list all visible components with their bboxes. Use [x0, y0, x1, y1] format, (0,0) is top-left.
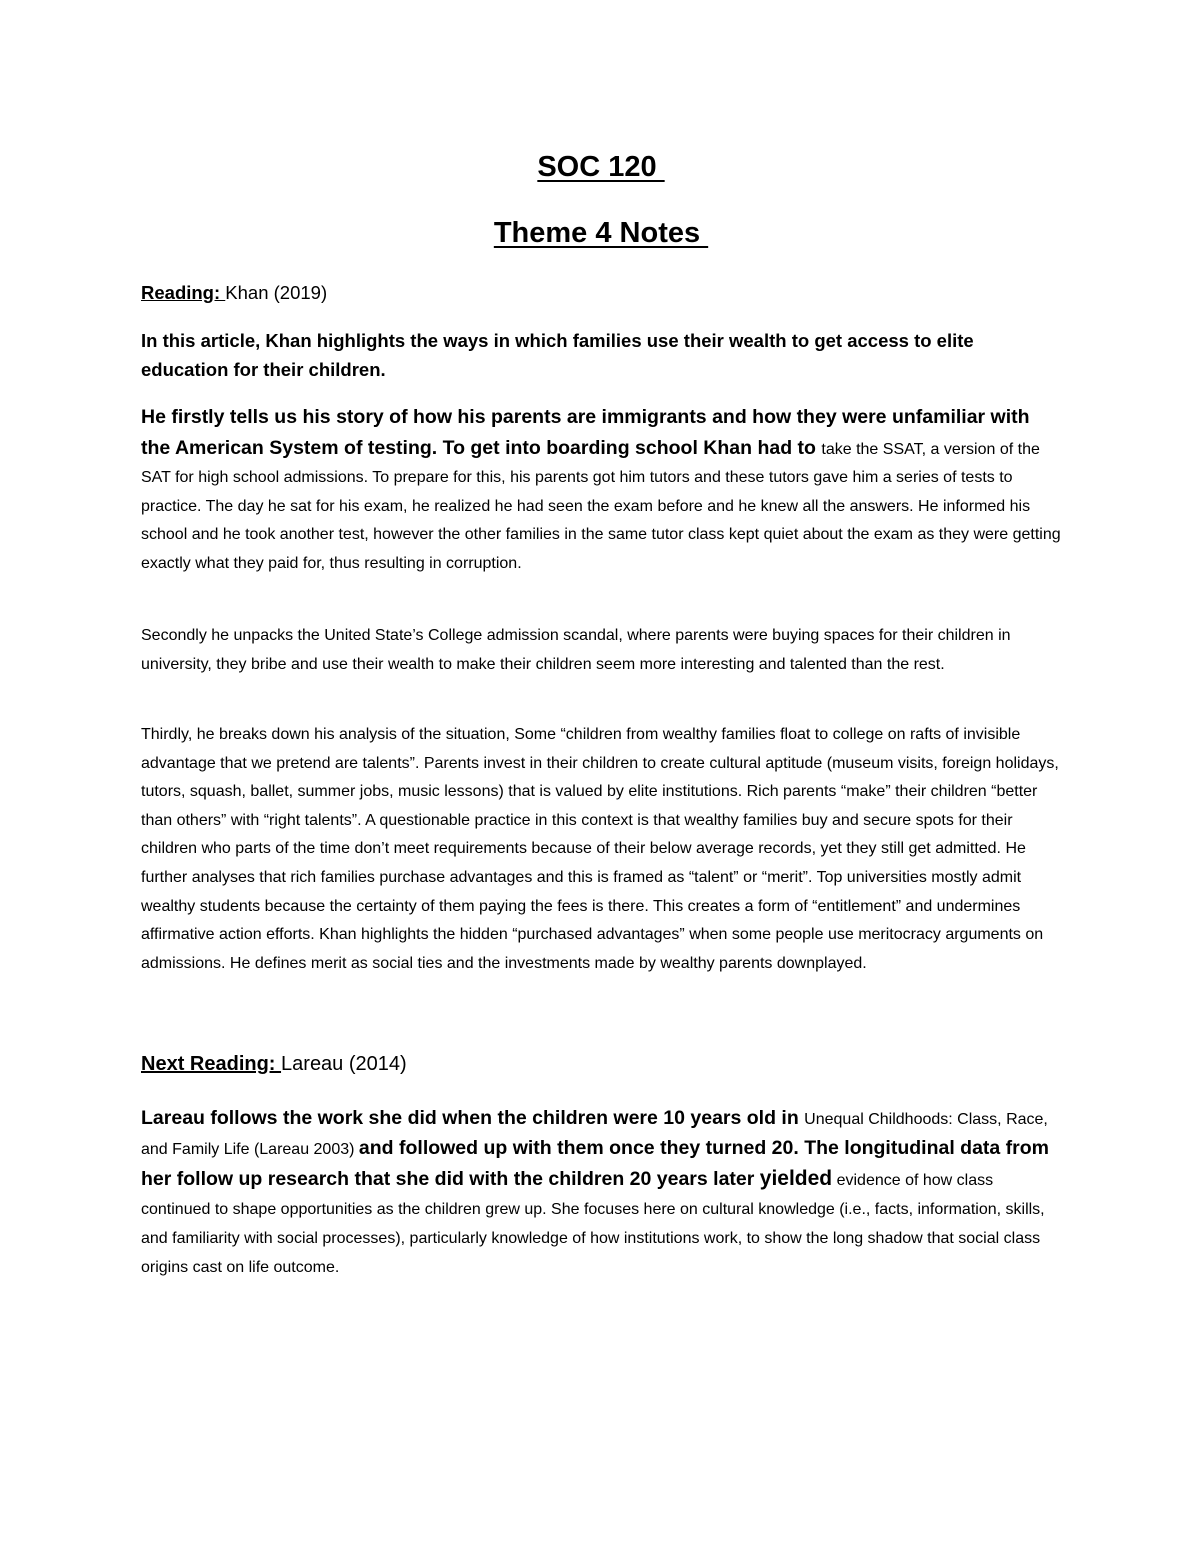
lareau-paragraph [141, 1104, 1061, 1282]
course-title: SOC 120 [537, 151, 665, 183]
lareau-text: evidence of how class continued to shape opportunities as the children grew up. She focuses here on cultural knowledge (i.e., facts, information, skills, and familiarity with social processes), particularly knowledge of how institutions work, to show the long shadow that social class origins cast on life outcome. [141, 1172, 1045, 1276]
khan-story-paragraph [141, 403, 1061, 579]
reading-citation: Khan (2019) [225, 282, 328, 303]
lareau-book-title: Unequal Childhoods: Class, Race, and Family Life (Lareau 2003) [141, 1111, 1048, 1158]
analysis-paragraph: Thirdly, he breaks down his analysis of the situation, Some “children from wealthy families float to college on rafts of invisible advantage that we pretend are talents”. Parents invest in their children to create cultural aptitude (museum visits, foreign holidays, tutors, squash, ballet, summer jobs, music lessons) that is valued by elite institutions. Rich parents “make” their children “better than others” with “right talents”. A questionable practice in this context is that wealthy families buy and secure spots for their children who parts of the time don’t meet requirements because of their below average records, yet they still get admitted. He further analyses that rich families purchase advantages and this is framed as “talent” or “merit”. Top universities mostly admit wealthy students because the certainty of them paying the fees is there. This creates a form of “entitlement” and undermines affirmative action efforts. Khan highlights the hidden “purchased advantages” when some people use meritocracy arguments on admissions. He defines merit as social ties and the investments made by wealthy parents downplayed. [141, 726, 1059, 972]
reading-label: Reading: [141, 282, 226, 303]
intro-paragraph: In this article, Khan highlights the ways in which families use their wealth to get access to elite education for their children. [141, 330, 974, 380]
reading-heading-lareau [141, 1053, 1061, 1076]
next-reading-citation: Lareau (2014) [281, 1053, 407, 1075]
lareau-bold-text-1: Lareau follows the work she did when the children were 10 years old in [141, 1107, 805, 1129]
lareau-bold-text-2: and followed up with them once they turned 20. The longitudinal data from her follow up research that she did with the children 20 years later [141, 1137, 1050, 1190]
khan-story-bold-text: He firstly tells us his story of how his parents are immigrants and how they were unfamiliar with the American System of testing. To get into boarding school Khan had to [141, 406, 1030, 459]
notes-title: Theme 4 Notes [493, 217, 709, 249]
lareau-bold-text-3: yielded [759, 1167, 833, 1190]
khan-story-text: take the SSAT, a version of the SAT for high school admissions. To prepare for this, his parents got him tutors and these tutors gave him a series of tests to practice. The day he sat for his exam, he realized he had seen the exam before and he knew all the answers. He informed his school and he took another test, however the other families in the same tutor class kept quiet about the exam as they were getting exactly what they paid for, thus resulting in corruption. [141, 440, 1061, 572]
reading-heading-khan [141, 282, 1061, 304]
admission-scandal-paragraph: Secondly he unpacks the United State’s College admission scandal, where parents were buying spaces for their children in university, they bribe and use their wealth to make their children seem more interesting and talented than the rest. [141, 627, 1011, 673]
next-reading-label: Next Reading: [141, 1053, 282, 1075]
